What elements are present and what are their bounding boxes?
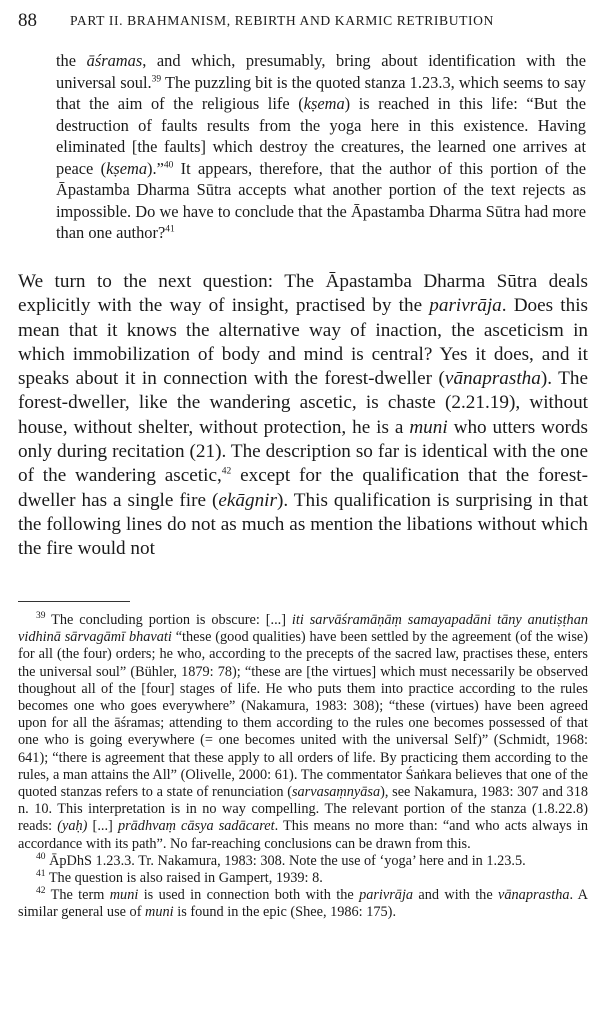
footnote-ref-40[interactable]: 40 xyxy=(163,160,174,171)
body-text-span: . Does this mean that it knows the alternative way of inaction, the asceticism in which immobilization of body and mind is central? Yes it does, and it speaks about it in connection with the forest-dweller ( xyxy=(18,295,589,390)
body-italic: muni xyxy=(409,416,448,438)
footnotes xyxy=(18,612,588,922)
footnote-39 xyxy=(18,612,588,853)
quote-text: ).” xyxy=(147,158,164,178)
footnote-text: is found in the epic (Shee, 1986: 175). xyxy=(173,904,397,921)
footnote-ref-39[interactable]: 39 xyxy=(151,74,162,85)
footnote-41 xyxy=(18,870,588,887)
footnote-ref-41[interactable]: 41 xyxy=(165,224,175,235)
footnote-text: ), see Nakamura, 1983: 307 and 318 n. 10. This interpretation is in no way compelling. The relevant portion of the stanza (1.8.22.8) reads: xyxy=(18,784,588,835)
body-text-span: except for the qualification that the forest-dweller has a single fire ( xyxy=(18,465,589,511)
quote-italic: kṣema xyxy=(303,94,345,113)
footnote-italic: prādhvaṃ cāsya sadācaret xyxy=(117,818,275,835)
quote-italic: kṣema xyxy=(106,158,148,178)
footnote-number: 42 xyxy=(36,886,46,897)
body-text-span: ). The forest-dweller, like the wandering ascetic, is chaste (2.21.19), without house, without shelter, without protection, he is a xyxy=(18,368,589,438)
footnote-text: ĀpDhS 1.23.3. Tr. Nakamura, 1983: 308. Note the use of ‘yoga’ here and in 1.23.5. xyxy=(45,852,526,869)
footnote-separator xyxy=(18,601,130,602)
footnote-text: . This means no more than: “and who acts always in accordance with its path”. No far-reaching conclusions can be drawn from this. xyxy=(18,818,588,852)
footnote-italic: vānaprastha xyxy=(498,887,570,904)
body-italic: vānaprastha xyxy=(444,368,541,390)
footnote-text: is used in connection both with the xyxy=(138,887,360,904)
body-text xyxy=(18,270,588,562)
quote-text: ) is reached in this life: “But the destruction of faults results from the yoga here in this existence. Having eliminated [the faults] which destroy the creatures, the learned one arrives at peace ( xyxy=(56,94,586,178)
footnote-text: [...] xyxy=(87,818,118,835)
body-italic: ekāgnir xyxy=(218,489,277,511)
quote-text: It appears, therefore, that the author of this portion of the Āpastamba Dharma Sūtra accepts what another portion of the text rejects as impossible. Do we have to conclude that the Āpastamba Dharma Sūtra had more than one author? xyxy=(56,158,586,242)
footnote-text: “these (good qualities) have been settled by the agreement (of the wise) for all (the four) orders; he who, according to the precepts of the sacred law, practises these, enters the universal soul” (Bühler, 1879: 78); “these are [the virtues] which must necessarily be observed thoughout all of the [four] stages of life. He who puts them into practice according to the rules becomes one who goes everywhere” (Nakamura, 1983: 308); “these (virtues) have been agreed upon for all the āśramas; attending to them according to the rules one becomes possessed of that one who is going everywhere (= one becomes united with the universal Self)” (Schmidt, 1968: 641); “there is agreement that these apply to all orders of life. By practicing them according to the rules, a man attains the All” (Olivelle, 2000: 61). The commentator Śaṅkara believes that one of the quoted stanzas refers to a state of renunciation ( xyxy=(18,629,589,801)
footnote-number: 40 xyxy=(36,852,46,863)
block-quote xyxy=(56,50,586,244)
footnote-40 xyxy=(18,853,588,870)
footnote-text: The concluding portion is obscure: [...] xyxy=(45,612,292,628)
body-text-span: who utters words only during recitation (21). The description so far is identical with the one of the wandering ascetic, xyxy=(18,416,588,487)
running-header xyxy=(18,10,588,34)
footnote-number: 39 xyxy=(36,611,46,622)
footnote-ref-42[interactable]: 42 xyxy=(221,466,232,477)
body-paragraph xyxy=(18,270,588,562)
body-italic: parivrāja xyxy=(429,295,502,317)
footnote-text: and with the xyxy=(413,887,499,904)
footnote-text: . A similar general use of xyxy=(18,887,588,921)
footnote-italic: sarvasaṃnyāsa xyxy=(291,784,381,801)
footnote-italic: parivrāja xyxy=(359,887,414,904)
quote-text: The puzzling bit is the quoted stanza 1.23.3, which seems to say that the aim of the religious life ( xyxy=(56,72,586,113)
footnote-number: 41 xyxy=(36,869,46,880)
body-text-span: ). This qualification is surprising in that the following lines do not as much as mention the libations without which the fire would not xyxy=(18,489,588,560)
quote-text: the xyxy=(56,51,87,70)
footnote-italic: (yaḥ) xyxy=(57,818,88,835)
quote-text: , and which, presumably, bring about identification with the universal soul. xyxy=(56,51,586,92)
footnote-italic: muni xyxy=(145,904,174,921)
quote-paragraph xyxy=(56,50,586,244)
footnote-italic: iti sarvāśramāṇāṃ samayapadāni tāny anutiṣṭhan vidhinā sārvagāmī bhavati xyxy=(18,612,588,646)
quote-italic: āśramas xyxy=(86,51,143,70)
footnote-text: The question is also raised in Gampert, 1939: 8. xyxy=(45,870,323,887)
page-number: 88 xyxy=(18,10,37,31)
footnote-42 xyxy=(18,887,588,921)
body-text-span: We turn to the next question: The Āpastamba Dharma Sūtra deals explicitly with the way of insight, practised by the xyxy=(18,271,588,317)
footnote-text: The term xyxy=(45,887,110,904)
footnote-italic: muni xyxy=(109,887,139,904)
running-head-title: PART II. BRAHMANISM, REBIRTH AND KARMIC RETRIBUTION xyxy=(70,13,494,28)
